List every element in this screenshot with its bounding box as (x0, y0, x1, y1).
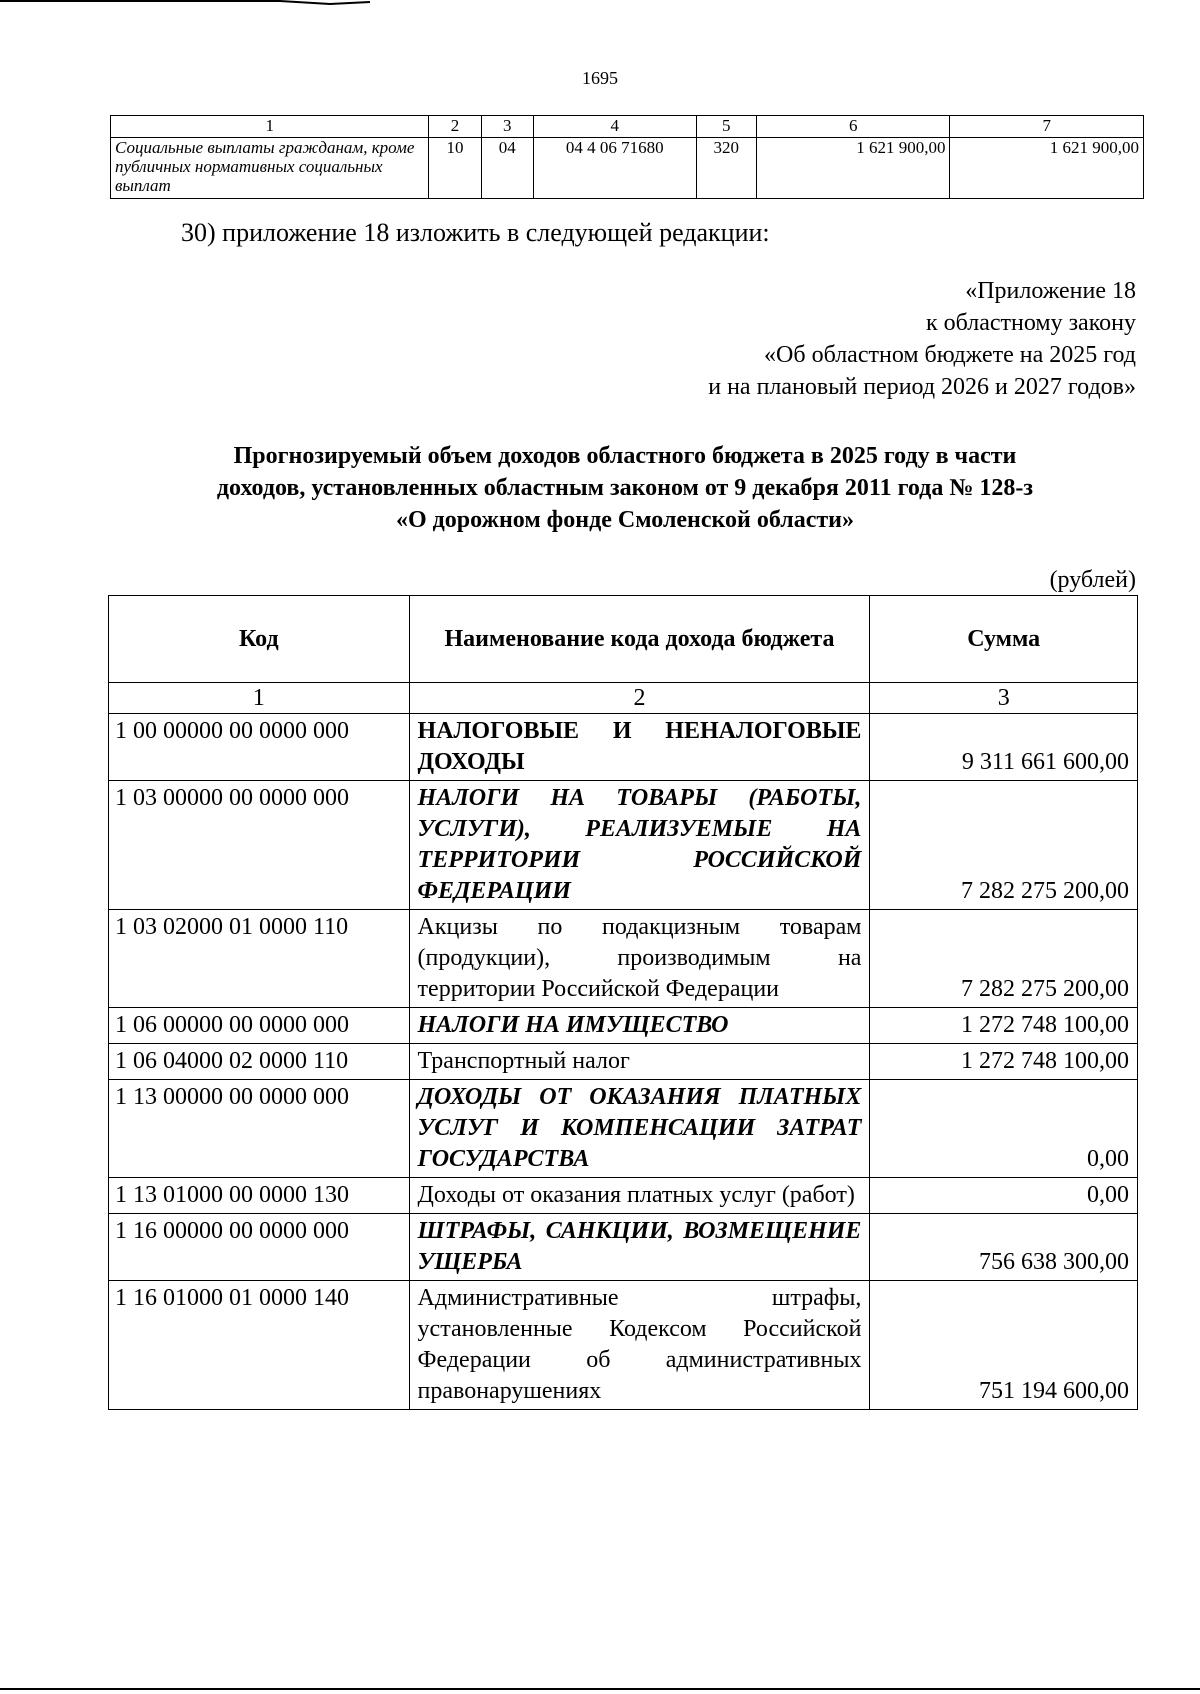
expense-name: Социальные выплаты гражданам, кроме публичных нормативных социальных выплат (111, 138, 429, 199)
expense-type-code: 320 (696, 138, 756, 199)
appendix-line: к областному закону (925, 310, 1136, 336)
income-code: 1 13 00000 00 0000 000 (109, 1080, 410, 1178)
table-row (109, 1178, 1138, 1214)
income-table (108, 595, 1138, 1410)
header-sum: Сумма (870, 596, 1138, 683)
table-row (109, 1008, 1138, 1044)
subsection-code: 04 (481, 138, 533, 199)
unit-label: (рублей) (1049, 567, 1136, 593)
income-sum: 0,00 (870, 1178, 1138, 1214)
amount-value: 1 621 900,00 (756, 138, 949, 199)
income-code: 1 16 00000 00 0000 000 (109, 1214, 410, 1281)
document-title (110, 440, 1140, 536)
header-cell: 1 (111, 116, 429, 138)
column-number: 2 (409, 683, 870, 714)
page-number: 1695 (582, 68, 618, 88)
income-code: 1 16 01000 01 0000 140 (109, 1281, 410, 1410)
income-name: ШТРАФЫ, САНКЦИИ, ВОЗМЕЩЕНИЕ УЩЕРБА (409, 1214, 870, 1281)
appendix-line: «Об областном бюджете на 2025 год (764, 342, 1136, 368)
header-cell: 4 (533, 116, 696, 138)
income-code: 1 06 00000 00 0000 000 (109, 1008, 410, 1044)
header-cell: 6 (756, 116, 949, 138)
income-sum: 1 272 748 100,00 (870, 1008, 1138, 1044)
scan-artifact-line (0, 0, 370, 8)
table-row (109, 1080, 1138, 1178)
income-name: Административные штрафы, установленные Кодексом Российской Федерации об административных правонарушениях (409, 1281, 870, 1410)
income-sum: 751 194 600,00 (870, 1281, 1138, 1410)
table-row (109, 1044, 1138, 1080)
previous-table-continuation (110, 115, 1144, 199)
header-code: Код (109, 596, 410, 683)
income-name: Транспортный налог (409, 1044, 870, 1080)
title-line: Прогнозируемый объем доходов областного бюджета в 2025 году в части (233, 443, 1017, 469)
appendix-line: «Приложение 18 (965, 278, 1136, 304)
header-cell: 7 (950, 116, 1144, 138)
income-name: Акцизы по подакцизным товарам (продукции), производимым на территории Российской Федерации (409, 910, 870, 1008)
income-code: 1 06 04000 02 0000 110 (109, 1044, 410, 1080)
header-name: Наименование кода дохода бюджета (409, 596, 870, 683)
section-code: 10 (429, 138, 481, 199)
column-number: 1 (109, 683, 410, 714)
income-code: 1 13 01000 00 0000 130 (109, 1178, 410, 1214)
appendix-reference (708, 275, 1136, 403)
income-code: 1 03 00000 00 0000 000 (109, 781, 410, 910)
table-row (111, 138, 1144, 199)
income-sum: 7 282 275 200,00 (870, 910, 1138, 1008)
scan-artifact-bottom-rule (0, 1688, 1200, 1690)
header-cell: 2 (429, 116, 481, 138)
table-row (109, 781, 1138, 910)
income-sum: 7 282 275 200,00 (870, 781, 1138, 910)
income-name: Доходы от оказания платных услуг (работ) (409, 1178, 870, 1214)
income-name: НАЛОГИ НА ТОВАРЫ (РАБОТЫ, УСЛУГИ), РЕАЛИЗУЕМЫЕ НА ТЕРРИТОРИИ РОССИЙСКОЙ ФЕДЕРАЦИИ (409, 781, 870, 910)
amendment-instruction: 30) приложение 18 изложить в следующей редакции: (181, 218, 770, 247)
previous-table-header-row (111, 116, 1144, 138)
appendix-line: и на плановый период 2026 и 2027 годов» (708, 374, 1136, 400)
income-code: 1 00 00000 00 0000 000 (109, 714, 410, 781)
table-row (109, 910, 1138, 1008)
title-line: доходов, установленных областным законом от 9 декабря 2011 года № 128-з (216, 475, 1034, 501)
table-row (109, 714, 1138, 781)
column-number: 3 (870, 683, 1138, 714)
income-name: НАЛОГИ НА ИМУЩЕСТВО (409, 1008, 870, 1044)
income-name: НАЛОГОВЫЕ И НЕНАЛОГОВЫЕ ДОХОДЫ (409, 714, 870, 781)
amount-value: 1 621 900,00 (950, 138, 1144, 199)
income-sum: 0,00 (870, 1080, 1138, 1178)
table-row (109, 1214, 1138, 1281)
income-sum: 9 311 661 600,00 (870, 714, 1138, 781)
income-code: 1 03 02000 01 0000 110 (109, 910, 410, 1008)
title-line: «О дорожном фонде Смоленской области» (395, 507, 855, 533)
header-cell: 3 (481, 116, 533, 138)
target-article-code: 04 4 06 71680 (533, 138, 696, 199)
column-number-row (109, 683, 1138, 714)
table-row (109, 1281, 1138, 1410)
income-sum: 756 638 300,00 (870, 1214, 1138, 1281)
header-cell: 5 (696, 116, 756, 138)
income-sum: 1 272 748 100,00 (870, 1044, 1138, 1080)
income-table-header (109, 596, 1138, 683)
income-name: ДОХОДЫ ОТ ОКАЗАНИЯ ПЛАТНЫХ УСЛУГ И КОМПЕНСАЦИИ ЗАТРАТ ГОСУДАРСТВА (409, 1080, 870, 1178)
